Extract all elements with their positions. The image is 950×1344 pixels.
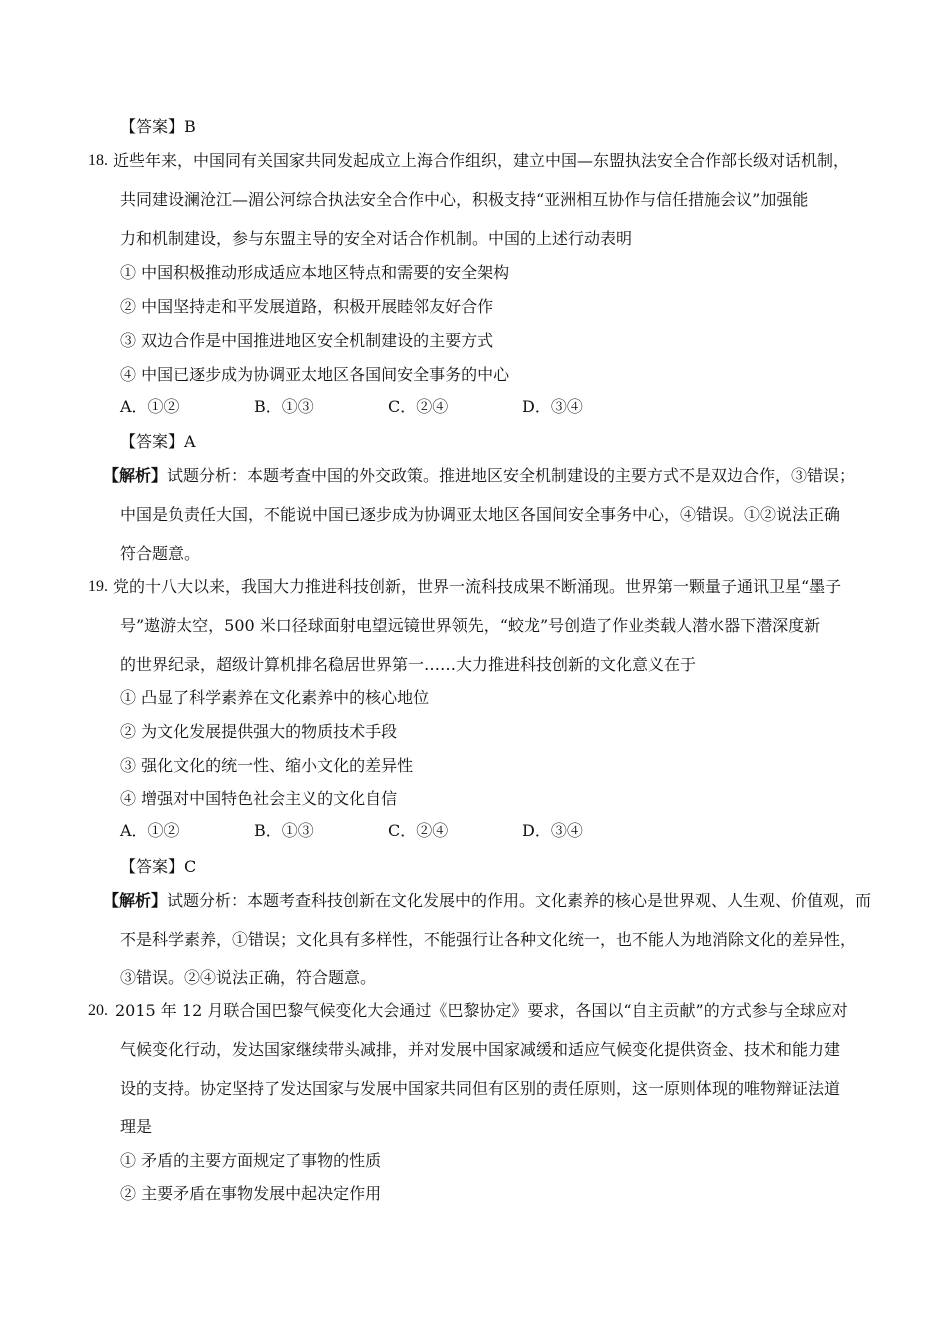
analysis-line: 符合题意。 [120,544,201,563]
question-stem-line: 力和机制建设，参与东盟主导的安全对话合作机制。中国的上述行动表明 [120,229,633,248]
question-stem-line: 共同建设澜沧江—湄公河综合执法安全合作中心，积极支持“亚洲相互协作与信任措施会议”加强能 [120,190,809,209]
analysis-line: 中国是负责任大国，不能说中国已逐步成为协调亚太地区各国间安全事务中心，④错误。①②说法正确 [120,505,841,524]
question-stem-line: 的世界纪录，超级计算机排名稳居世界第一……大力推进科技创新的文化意义在于 [120,655,697,674]
analysis-line: ③错误。②④说法正确，符合题意。 [120,968,377,987]
statement-4: ④ 增强对中国特色社会主义的文化自信 [120,789,398,808]
analysis-label: 【解析】 [103,466,168,485]
question-number: 20. [88,1002,108,1019]
analysis-text: 试题分析：本题考查科技创新在文化发展中的作用。文化素养的核心是世界观、人生观、价值观，而 [167,891,872,910]
question-stem-line: 设的支持。协定坚持了发达国家与发展中国家共同但有区别的责任原则，这一原则体现的唯物辩证法道 [120,1079,841,1098]
statement-3: ③ 强化文化的统一性、缩小文化的差异性 [120,756,414,775]
analysis-19-first-line [103,890,871,912]
analysis-18-first-line [103,465,855,487]
option-d: D．③④ [522,821,583,840]
question-stem-line: 理是 [120,1117,153,1136]
option-a: A．①② [120,821,180,840]
statement-4: ④ 中国已逐步成为协调亚太地区各国间安全事务的中心 [120,365,510,384]
analysis-label: 【解析】 [103,891,168,910]
statement-1: ① 中国积极推动形成适应本地区特点和需要的安全架构 [120,263,510,282]
answer-17: 【答案】B [120,117,196,136]
statement-2: ② 为文化发展提供强大的物质技术手段 [120,722,398,741]
question-number: 18. [88,152,108,169]
option-d: D．③④ [522,397,583,416]
question-stem-line: 气候变化行动，发达国家继续带头减排，并对发展中国家减缓和适应气候变化提供资金、技术和能力建 [120,1040,841,1059]
analysis-line: 不是科学素养，①错误；文化具有多样性，不能强行让各种文化统一，也不能人为地消除文化的差异性， [120,930,857,949]
question-stem-line: 号”遨游太空，500 米口径球面射电望远镜世界领先，“蛟龙”号创造了作业类载人潜水器下潜深度新 [120,616,821,635]
option-c: C．②④ [388,397,449,416]
question-number: 19. [88,578,108,595]
statement-2: ② 中国坚持走和平发展道路，积极开展睦邻友好合作 [120,297,494,316]
question-stem-line: 2015 年 12 月联合国巴黎气候变化大会通过《巴黎协定》要求，各国以“自主贡献”的方式参与全球应对 [115,1001,848,1020]
option-b: B．①③ [254,821,314,840]
option-a: A．①② [120,397,180,416]
question-stem-line: 近些年来，中国同有关国家共同发起成立上海合作组织，建立中国—东盟执法安全合作部长级对话机制， [113,151,850,170]
option-b: B．①③ [254,397,314,416]
statement-1: ① 凸显了科学素养在文化素养中的核心地位 [120,688,430,707]
statement-1: ① 矛盾的主要方面规定了事物的性质 [120,1151,382,1170]
statement-3: ③ 双边合作是中国推进地区安全机制建设的主要方式 [120,331,494,350]
answer-19: 【答案】C [120,857,197,876]
analysis-text: 试题分析：本题考查中国的外交政策。推进地区安全机制建设的主要方式不是双边合作，③错误； [167,466,856,485]
statement-2: ② 主要矛盾在事物发展中起决定作用 [120,1184,382,1203]
option-c: C．②④ [388,821,449,840]
answer-18: 【答案】A [120,432,196,451]
question-stem-line: 党的十八大以来，我国大力推进科技创新，世界一流科技成果不断涌现。世界第一颗量子通讯卫星“墨子 [113,577,842,596]
